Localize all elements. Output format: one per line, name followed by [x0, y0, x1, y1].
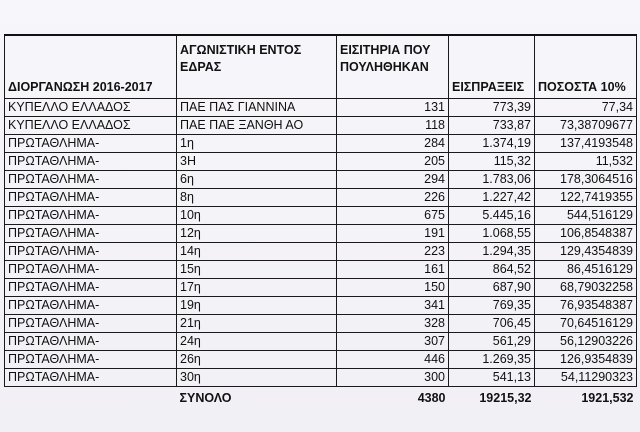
cell-percent: 54,11290323 [535, 369, 637, 387]
cell-tickets: 675 [337, 207, 449, 225]
total-empty-cell [5, 387, 177, 410]
cell-percent: 178,3064516 [535, 171, 637, 189]
table-row [5, 243, 637, 261]
table-row [5, 297, 637, 315]
cell-venue: 24η [177, 333, 337, 351]
cell-competition: ΠΡΩΤΑΘΛΗΜΑ- [5, 261, 177, 279]
cell-percent: 129,4354839 [535, 243, 637, 261]
cell-competition: ΠΡΩΤΑΘΛΗΜΑ- [5, 153, 177, 171]
cell-competition: ΠΡΩΤΑΘΛΗΜΑ- [5, 171, 177, 189]
header-competition: ΔΙΟΡΓΑΝΩΣΗ 2016-2017 [5, 35, 177, 99]
cell-venue: 1η [177, 135, 337, 153]
cell-percent: 544,516129 [535, 207, 637, 225]
cell-tickets: 118 [337, 117, 449, 135]
cell-tickets: 150 [337, 279, 449, 297]
table-row [5, 351, 637, 369]
cell-revenue: 1.294,35 [449, 243, 535, 261]
cell-competition: ΠΡΩΤΑΘΛΗΜΑ- [5, 207, 177, 225]
header-tickets: ΕΙΣΙΤΗΡΙΑ ΠΟΥ ΠΟΥΛΗΘΗΚΑΝ [337, 35, 449, 99]
cell-revenue: 769,35 [449, 297, 535, 315]
cell-percent: 106,8548387 [535, 225, 637, 243]
header-row [5, 35, 637, 99]
cell-revenue: 706,45 [449, 315, 535, 333]
cell-revenue: 687,90 [449, 279, 535, 297]
cell-revenue: 1.068,55 [449, 225, 535, 243]
cell-revenue: 1.374,19 [449, 135, 535, 153]
cell-revenue: 115,32 [449, 153, 535, 171]
header-venue: ΑΓΩΝΙΣΤΙΚΗ ΕΝΤΟΣ ΕΔΡΑΣ [177, 35, 337, 99]
total-revenue: 19215,32 [479, 391, 532, 405]
cell-tickets: 191 [337, 225, 449, 243]
header-percent: ΠΟΣΟΣΤΑ 10% [535, 35, 637, 99]
cell-tickets: 341 [337, 297, 449, 315]
cell-tickets: 205 [337, 153, 449, 171]
cell-percent: 122,7419355 [535, 189, 637, 207]
cell-venue: 6η [177, 171, 337, 189]
table-body [5, 99, 637, 387]
cell-percent: 73,38709677 [535, 117, 637, 135]
cell-revenue: 773,39 [449, 99, 535, 117]
cell-revenue: 1.269,35 [449, 351, 535, 369]
table-row [5, 189, 637, 207]
cell-venue: ΠΑΕ ΠΑΣ ΓΙΑΝΝΙΝΑ [177, 99, 337, 117]
cell-tickets: 161 [337, 261, 449, 279]
ticket-sales-table [4, 34, 637, 409]
table-row [5, 171, 637, 189]
cell-venue: 21η [177, 315, 337, 333]
table-row [5, 207, 637, 225]
cell-competition: ΠΡΩΤΑΘΛΗΜΑ- [5, 333, 177, 351]
cell-competition: ΠΡΩΤΑΘΛΗΜΑ- [5, 135, 177, 153]
table-row [5, 333, 637, 351]
cell-tickets: 446 [337, 351, 449, 369]
cell-revenue: 5.445,16 [449, 207, 535, 225]
cell-percent: 126,9354839 [535, 351, 637, 369]
cell-competition: ΠΡΩΤΑΘΛΗΜΑ- [5, 189, 177, 207]
cell-percent: 70,64516129 [535, 315, 637, 333]
cell-competition: ΠΡΩΤΑΘΛΗΜΑ- [5, 315, 177, 333]
cell-revenue: 541,13 [449, 369, 535, 387]
cell-percent: 76,93548387 [535, 297, 637, 315]
cell-competition: ΠΡΩΤΑΘΛΗΜΑ- [5, 225, 177, 243]
cell-percent: 137,4193548 [535, 135, 637, 153]
cell-tickets: 294 [337, 171, 449, 189]
cell-competition: ΠΡΩΤΑΘΛΗΜΑ- [5, 351, 177, 369]
cell-competition: ΠΡΩΤΑΘΛΗΜΑ- [5, 279, 177, 297]
cell-venue: 10η [177, 207, 337, 225]
cell-competition: ΚΥΠΕΛΛΟ ΕΛΛΑΔΟΣ [5, 117, 177, 135]
table-row [5, 135, 637, 153]
total-tickets: 4380 [417, 391, 446, 405]
header-revenue: ΕΙΣΠΡΑΞΕΙΣ [449, 35, 535, 99]
cell-revenue: 864,52 [449, 261, 535, 279]
table-row [5, 99, 637, 117]
table-row [5, 117, 637, 135]
cell-tickets: 131 [337, 99, 449, 117]
cell-tickets: 284 [337, 135, 449, 153]
cell-venue: 17η [177, 279, 337, 297]
cell-venue: 8η [177, 189, 337, 207]
cell-tickets: 307 [337, 333, 449, 351]
cell-revenue: 1.227,42 [449, 189, 535, 207]
cell-tickets: 226 [337, 189, 449, 207]
cell-revenue: 561,29 [449, 333, 535, 351]
cell-competition: ΠΡΩΤΑΘΛΗΜΑ- [5, 297, 177, 315]
cell-venue: 14η [177, 243, 337, 261]
cell-venue: 30η [177, 369, 337, 387]
cell-tickets: 300 [337, 369, 449, 387]
total-percent: 1921,532 [581, 391, 634, 405]
cell-venue: 12η [177, 225, 337, 243]
table-row [5, 315, 637, 333]
cell-percent: 11,532 [535, 153, 637, 171]
cell-revenue: 1.783,06 [449, 171, 535, 189]
cell-competition: ΠΡΩΤΑΘΛΗΜΑ- [5, 243, 177, 261]
cell-tickets: 328 [337, 315, 449, 333]
cell-percent: 56,12903226 [535, 333, 637, 351]
table-row [5, 153, 637, 171]
cell-tickets: 223 [337, 243, 449, 261]
cell-competition: ΚΥΠΕΛΛΟ ΕΛΛΑΔΟΣ [5, 99, 177, 117]
cell-venue: 26η [177, 351, 337, 369]
table-row [5, 261, 637, 279]
cell-venue: 15η [177, 261, 337, 279]
total-label: ΣΥΝΟΛΟ [179, 391, 232, 405]
cell-revenue: 733,87 [449, 117, 535, 135]
table-row [5, 279, 637, 297]
cell-venue: 19η [177, 297, 337, 315]
table-row [5, 369, 637, 387]
cell-venue: ΠΑΕ ΠΑΕ ΞΑΝΘΗ ΑΟ [177, 117, 337, 135]
cell-venue: 3Η [177, 153, 337, 171]
total-row [5, 387, 637, 410]
cell-percent: 86,4516129 [535, 261, 637, 279]
table-row [5, 225, 637, 243]
cell-percent: 68,79032258 [535, 279, 637, 297]
cell-competition: ΠΡΩΤΑΘΛΗΜΑ- [5, 369, 177, 387]
cell-percent: 77,34 [535, 99, 637, 117]
